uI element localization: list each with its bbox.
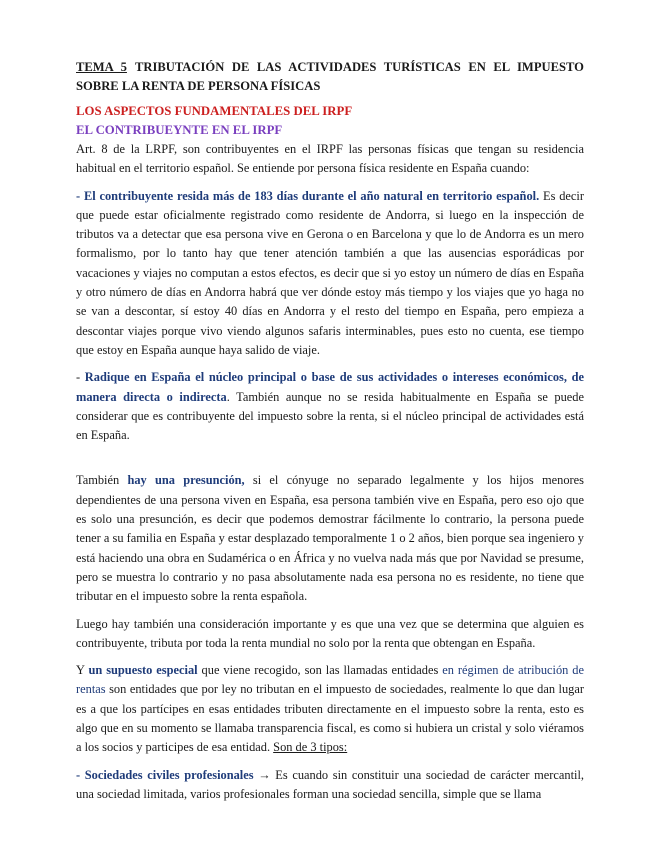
document-page [76,58,584,804]
paragraph-pre: Y [76,663,89,678]
arrow-icon: → [258,767,271,782]
paragraph-body: . También aunque no se resida habitualmente en España se puede considerar que es contribuyente del impuesto sobre la renta, si el núcleo principal de actividades está en España. [76,389,584,443]
paragraph-lead: hay una presunción, [127,473,245,488]
paragraph-residence-days [76,187,584,361]
paragraph-civil-societies [76,766,584,805]
title-text: TRIBUTACIÓN DE LAS ACTIVIDADES TURÍSTICAS EN EL IMPUESTO SOBRE LA RENTA DE PERSONA FÍSICAS [76,60,584,93]
paragraph-lead: un supuesto especial [88,663,198,678]
title-number: TEMA 5 [76,60,127,74]
paragraph-body: son entidades que por ley no tributan en el impuesto de sociedades, realmente lo que dan lugar es a que los partícipes en esas entidades tributen directamente en el impuesto sobre la renta, esto es algo que en su momento se llamaba transparencia fiscal, es como si hubiera un cristal y solo viéramos a los socios y participes de esa entidad. [76,682,584,755]
paragraph-mid: que viene recogido, son las llamadas entidades [197,663,443,678]
paragraph-body: si el cónyuge no separado legalmente y los hijos menores dependientes de una persona viven en España, esa persona también vive en España, pero eso ojo que es solo una presunción, es decir que podemos demostrar fácilmente lo contrario, la persona puede tener a su familia en España y estar desplazado temporalmente 1 o 2 años, bien porque sea ingeniero y está haciendo una obra en Sudamérica o en África y no vuelva nada más que por Navidad se presume, pero se muestra lo contrario y no pasa absolutamente nada esa persona no es residente, no tiene que tributar en el impuesto sobre la renta española. [76,473,584,604]
section-heading: LOS ASPECTOS FUNDAMENTALES DEL IRPF [76,104,353,118]
paragraph-presumption [76,471,584,606]
subsection-heading: EL CONTRIBUEYNTE EN EL IRPF [76,123,283,137]
intro-paragraph: Art. 8 de la LRPF, son contribuyentes en el IRPF las personas físicas que tengan su residencia habitual en el territorio español. Se entiende por persona física residente en España cuando: [76,142,584,176]
types-label: Son de 3 tipos: [273,740,348,755]
paragraph-body: Es cuando sin constituir una sociedad de carácter mercantil, una sociedad limitada, varios profesionales forman una sociedad sencilla, simple que se llama [76,767,585,801]
paragraph-special-case [76,661,584,757]
paragraph-economic-core [76,368,584,445]
paragraph-body: Es decir que puede estar oficialmente registrado como residente de Andorra, si luego en la inspección de tributos va a detectar que esa persona vive en Gerona o en Barcelona y que lo de Andorra es un mero formalismo, por lo tanto hay que tener atención también a que las ausencias esporádicas por vacaciones y viajes no computan a estos efectos, es decir que si yo estoy un número de días en España y otro número de días en Andorra habrá que ver dónde estoy más tiempo y los viajes que yo haga no se van a descontar, sí estoy 40 días en Andorra y el resto del tiempo en España, pero empieza a descontar viajes porque vivo viendo algunos safaris interminables, pues esto no cuenta, ese tiempo que estoy en España aunque haya salido de viaje. [76,188,584,357]
paragraph-lead: Radique en España el núcleo principal o base de sus actividades o intereses económicos, de manera directa o indirecta [76,370,584,404]
paragraph-pre: También [76,473,128,488]
paragraph-lead: - Sociedades civiles profesionales [76,767,254,782]
paragraph-dash: - [76,370,85,385]
attribution-regime-term: en régimen de atribución de rentas [76,663,584,697]
paragraph-worldwide-income: Luego hay también una consideración importante y es que una vez que se determina que alguien es contribuyente, tributa por toda la renta mundial no solo por la renta que obtengan en España. [76,616,584,650]
document-title [76,58,584,96]
paragraph-lead: - El contribuyente resida más de 183 días durante el año natural en territorio español. [76,188,540,203]
